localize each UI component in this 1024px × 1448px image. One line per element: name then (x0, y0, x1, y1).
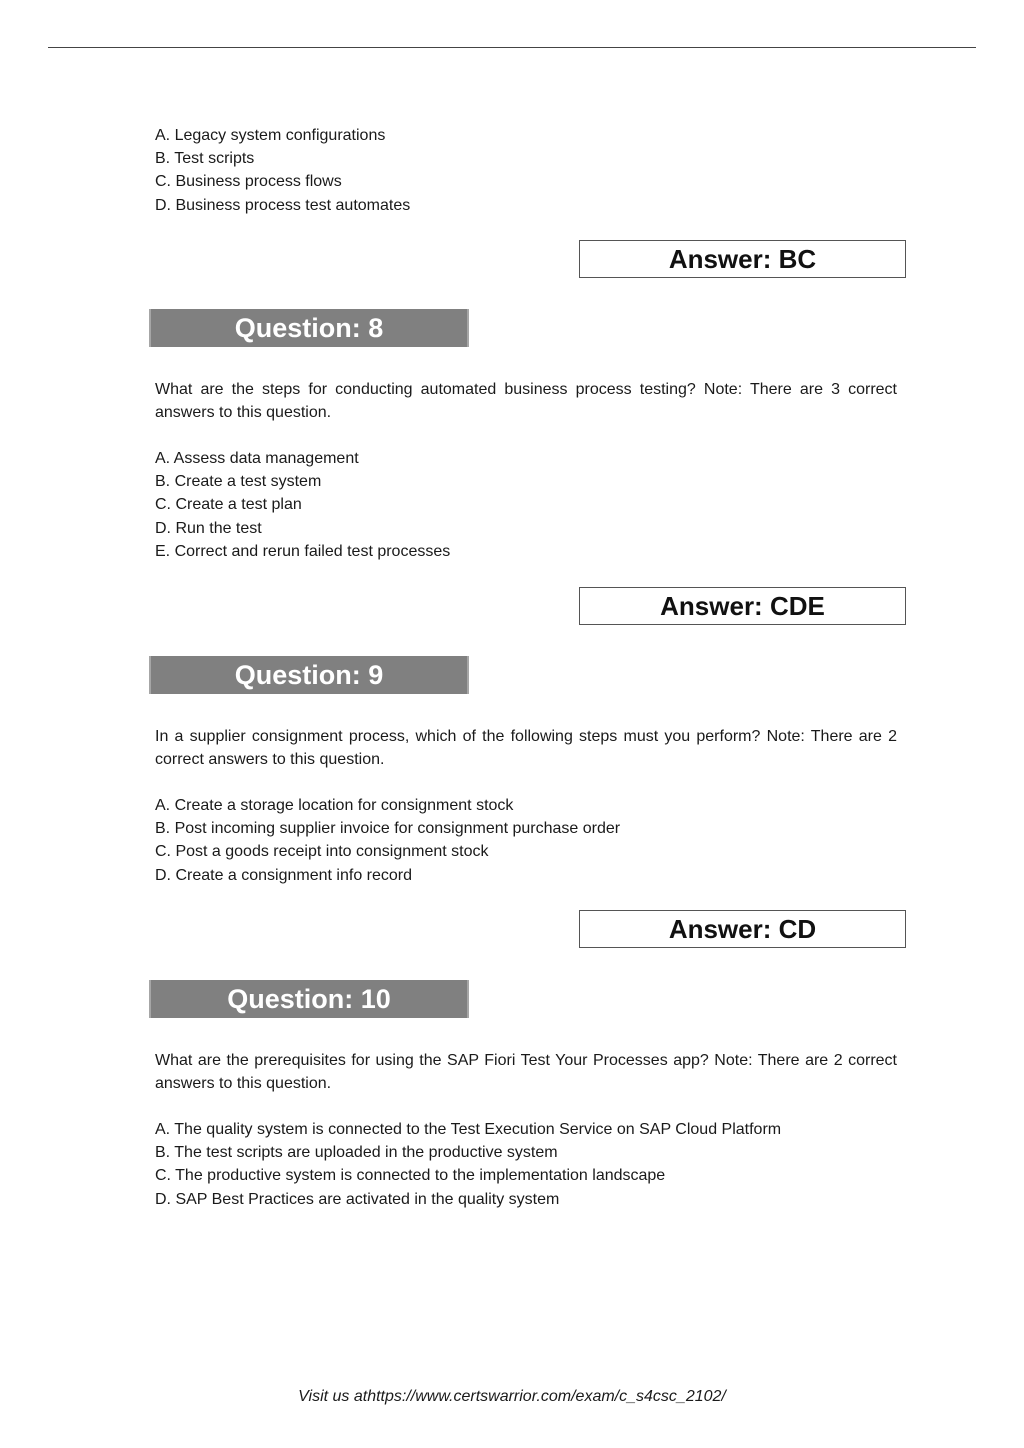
q8-option-a: A. Assess data management (155, 450, 359, 467)
q10-option-a: A. The quality system is connected to the Test Execution Service on SAP Cloud Platform (155, 1121, 782, 1138)
q10-option-d: D. SAP Best Practices are activated in the quality system (155, 1190, 560, 1208)
q9-stem: In a supplier consignment process, which of the following steps must you perform? Note: There are 2 correct answers to this question. (155, 728, 897, 769)
q8-option-d: D. Run the test (155, 519, 262, 537)
q9-heading: Question: 9 (149, 656, 469, 694)
q10-options (155, 1118, 781, 1211)
q8-heading: Question: 8 (149, 309, 469, 347)
q7-option-c: C. Business process flows (155, 173, 342, 191)
q10-heading: Question: 10 (149, 980, 469, 1018)
q7-option-d: D. Business process test automates (155, 196, 411, 214)
q7-answer-box: Answer: BC (579, 240, 906, 278)
q8-stem: What are the steps for conducting automated business process testing? Note: There are 3 correct answers to this question. (155, 381, 897, 422)
q8-options (155, 447, 450, 563)
q9-options (155, 794, 620, 887)
q8-option-b: B. Create a test system (155, 473, 322, 491)
q8-option-c: C. Create a test plan (155, 496, 302, 514)
q9-answer-box: Answer: CD (579, 910, 906, 948)
footer-link[interactable]: Visit us athttps://www.certswarrior.com/exam/c_s4csc_2102/ (298, 1388, 726, 1405)
q10-stem: What are the prerequisites for using the SAP Fiori Test Your Processes app? Note: There are 2 correct answers to this question. (155, 1052, 897, 1093)
q9-option-b: B. Post incoming supplier invoice for consignment purchase order (155, 820, 621, 838)
q9-option-a: A. Create a storage location for consignment stock (155, 797, 514, 814)
q10-option-b: B. The test scripts are uploaded in the productive system (155, 1144, 558, 1162)
q9-option-c: C. Post a goods receipt into consignment stock (155, 843, 489, 861)
q7-option-a: A. Legacy system configurations (155, 127, 386, 144)
q7-option-b: B. Test scripts (155, 150, 255, 168)
header-rule (48, 47, 976, 48)
q8-option-e: E. Correct and rerun failed test processes (155, 542, 451, 560)
q7-options (155, 124, 410, 217)
q9-option-d: D. Create a consignment info record (155, 866, 413, 884)
q8-answer-box: Answer: CDE (579, 587, 906, 625)
q10-option-c: C. The productive system is connected to the implementation landscape (155, 1167, 666, 1185)
